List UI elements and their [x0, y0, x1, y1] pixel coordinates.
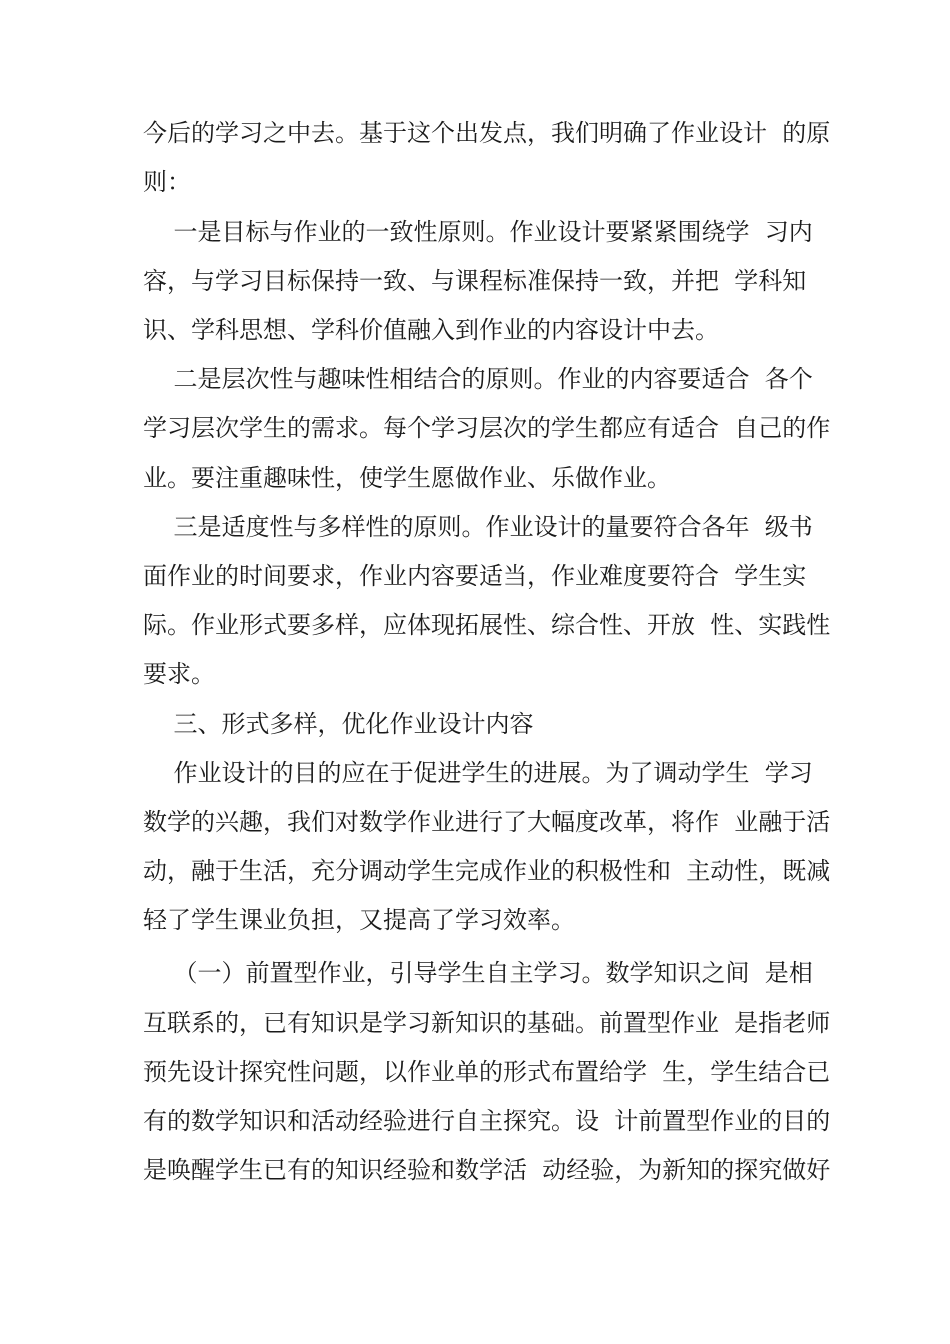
text-line: 是唤醒学生已有的知识经验和数学活 动经验，为新知的探究做好: [143, 1156, 831, 1184]
text-line: 则：: [143, 168, 191, 196]
text-line: 作业设计的目的应在于促进学生的进展。为了调动学生 学习: [143, 759, 813, 787]
text-line: 容，与学习目标保持一致、与课程标准保持一致，并把 学科知: [143, 267, 807, 295]
text-line: 今后的学习之中去。基于这个出发点，我们明确了作业设计 的原: [143, 119, 831, 147]
text-line: 互联系的，已有知识是学习新知识的基础。前置型作业 是指老师: [143, 1009, 831, 1037]
text-line: 预先设计探究性问题，以作业单的形式布置给学 生，学生结合已: [143, 1058, 831, 1086]
text-line: 二是层次性与趣味性相结合的原则。作业的内容要适合 各个: [143, 365, 813, 393]
text-line: 学习层次学生的需求。每个学习层次的学生都应有适合 自己的作: [143, 414, 831, 442]
text-line: 要求。: [143, 660, 215, 688]
text-line: 动，融于生活，充分调动学生完成作业的积极性和 主动性，既减: [143, 857, 831, 885]
text-line: 面作业的时间要求，作业内容要适当，作业难度要符合 学生实: [143, 562, 807, 590]
text-line: 有的数学知识和活动经验进行自主探究。设 计前置型作业的目的: [143, 1107, 831, 1135]
text-line: （一）前置型作业，引导学生自主学习。数学知识之间 是相: [143, 959, 813, 987]
text-line: 轻了学生课业负担，又提高了学习效率。: [143, 906, 575, 934]
text-line: 数学的兴趣，我们对数学作业进行了大幅度改革，将作 业融于活: [143, 808, 831, 836]
text-line: 识、学科思想、学科价值融入到作业的内容设计中去。: [143, 316, 719, 344]
text-line: 业。要注重趣味性，使学生愿做作业、乐做作业。: [143, 464, 671, 492]
text-line: 三是适度性与多样性的原则。作业设计的量要符合各年 级书: [143, 513, 813, 541]
text-line: 一是目标与作业的一致性原则。作业设计要紧紧围绕学 习内: [143, 218, 813, 246]
section-heading: 三、形式多样，优化作业设计内容: [143, 710, 534, 738]
text-line: 际。作业形式要多样，应体现拓展性、综合性、开放 性、实践性: [143, 611, 831, 639]
